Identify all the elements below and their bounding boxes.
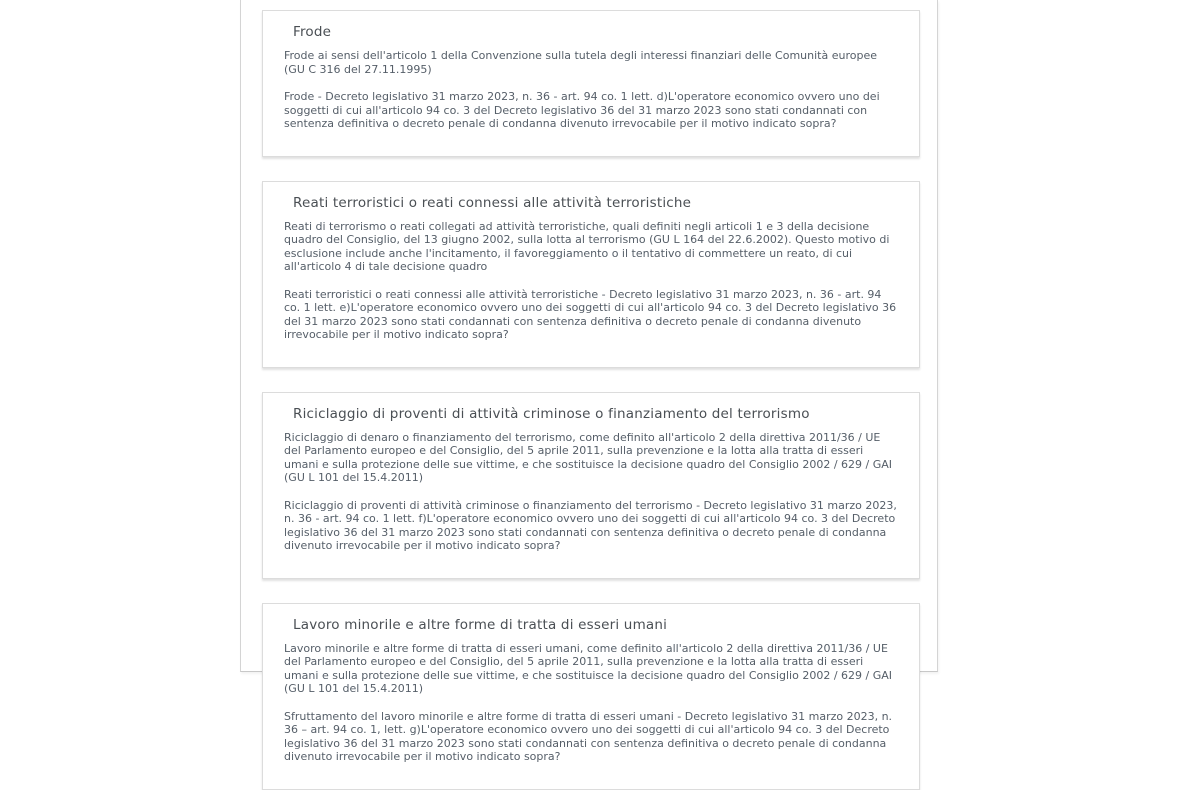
card-question: Sfruttamento del lavoro minorile e altre forme di tratta di esseri umani - Decreto legislativo 31 marzo 2023, n. 36 – art. 94 co. 1, lett. g)L'operatore economico ovvero uno dei soggetti di cui all'articolo 94 co. 3 del Decreto legislativo 36 del 31 marzo 2023 sono stati condannati con sentenza definitiva o decreto penale di condanna divenuto irrevocabile per il motivo indicato sopra?: [284, 709, 893, 763]
card-question: Reati terroristici o reati connessi alle attività terroristiche - Decreto legislativo 31 marzo 2023, n. 36 - art. 94 co. 1 lett. e)L'operatore economico ovvero uno dei soggetti di cui all'articolo 94 co. 3 del Decreto legislativo 36 del 31 marzo 2023 sono stati condannati con sentenza definitiva o decreto penale di condanna divenuto irrevocabile per il motivo indicato sopra?: [284, 287, 897, 341]
card-description: Reati di terrorismo o reati collegati ad attività terroristiche, quali definiti negli articoli 1 e 3 della decisione quadro del Consiglio, del 13 giugno 2002, sulla lotta al terrorismo (GU L 164 del 22.6.2002). Questo motivo di esclusione include anche l'incitamento, il favoreggiamento o il tentativo di commettere un reato, di cui all'articolo 4 di tale decisione quadro: [284, 219, 890, 273]
card-title: Frode: [293, 24, 332, 40]
card-title: Reati terroristici o reati connessi alle attività terroristiche: [293, 194, 692, 211]
card-title: Riciclaggio di proventi di attività criminose o finanziamento del terrorismo: [293, 405, 810, 422]
card-title: Lavoro minorile e altre forme di tratta di esseri umani: [293, 616, 668, 633]
card-question: Riciclaggio di proventi di attività criminose o finanziamento del terrorismo - Decreto legislativo 31 marzo 2023, n. 36 - art. 94 co. 1 lett. f)L'operatore economico ovvero uno dei soggetti di cui all'articolo 94 co. 3 del Decreto legislativo 36 del 31 marzo 2023 sono stati condannati con sentenza definitiva o decreto penale di condanna divenuto irrevocabile per il motivo indicato sopra?: [284, 498, 897, 552]
card-description: Frode ai sensi dell'articolo 1 della Convenzione sulla tutela degli interessi finanziari delle Comunità europee (GU C 316 del 27.11.1995): [284, 49, 877, 76]
card-question: Frode - Decreto legislativo 31 marzo 2023, n. 36 - art. 94 co. 1 lett. d)L'operatore economico ovvero uno dei soggetti di cui all'articolo 94 co. 3 del Decreto legislativo 36 del 31 marzo 2023 sono stati condannati con sentenza definitiva o decreto penale di condanna divenuto irrevocabile per il motivo indicato sopra?: [284, 90, 880, 130]
exclusion-ground-card: [262, 10, 920, 157]
exclusion-ground-card: [262, 181, 920, 368]
card-description: Riciclaggio di denaro o finanziamento del terrorismo, come definito all'articolo 2 della direttiva 2011/36 / UE del Parlamento europeo e del Consiglio, del 5 aprile 2011, sulla prevenzione e la lotta alla tratta di esseri umani e sulla protezione delle sue vittime, e che sostituisce la decisione quadro del Consiglio 2002 / 629 / GAI (GU L 101 del 15.4.2011): [284, 430, 893, 484]
exclusion-ground-card: [262, 603, 920, 790]
exclusion-grounds-panel: [240, 0, 938, 763]
exclusion-grounds-list: [262, 10, 920, 790]
exclusion-ground-card: [262, 392, 920, 579]
card-description: Lavoro minorile e altre forme di tratta di esseri umani, come definito all'articolo 2 della direttiva 2011/36 / UE del Parlamento europeo e del Consiglio, del 5 aprile 2011, sulla prevenzione e la lotta alla tratta di esseri umani e sulla protezione delle sue vittime, e che sostituisce la decisione quadro del Consiglio 2002 / 629 / GAI (GU L 101 del 15.4.2011): [284, 641, 893, 695]
